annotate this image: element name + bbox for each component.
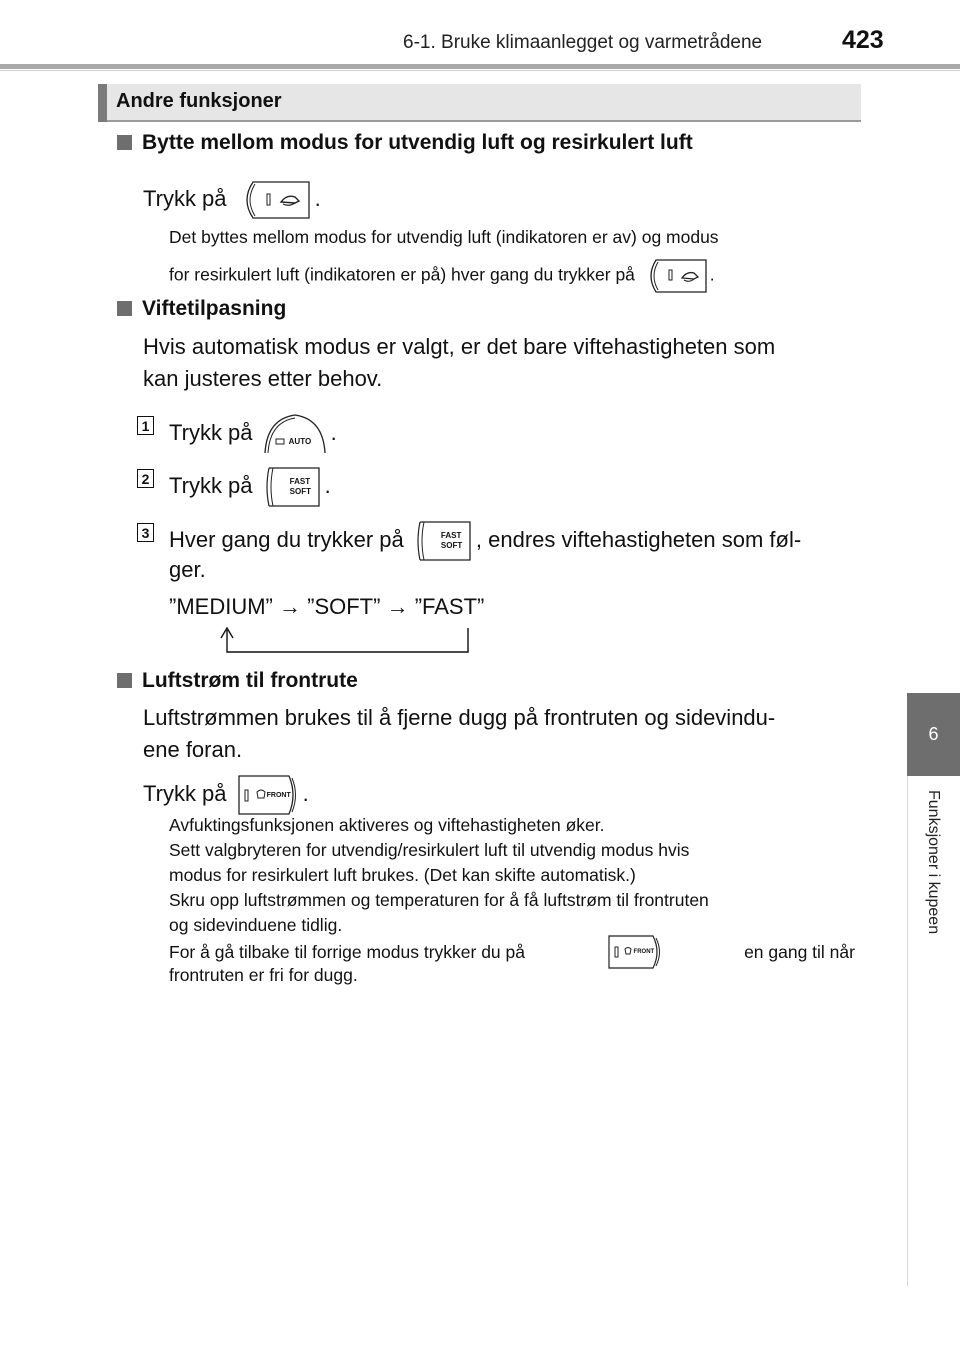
- recirc-press-line: [143, 180, 321, 220]
- windshield-note-7: frontruten er fri for dugg.: [169, 965, 358, 985]
- cycle-soft: ”SOFT”: [307, 594, 381, 619]
- section-band-marker: [98, 84, 107, 122]
- windshield-heading-text: Luftstrøm til frontrute: [142, 669, 358, 692]
- step-3-prefix: Hver gang du trykker på: [169, 526, 404, 552]
- recirc-note-line2: [169, 258, 715, 294]
- bullet-square: [117, 135, 132, 150]
- recirc-heading: [117, 131, 693, 155]
- header-rule: [0, 64, 960, 69]
- cycle-arrow: →: [279, 594, 301, 619]
- bullet-square: [117, 301, 132, 316]
- fast-soft-button-icon: [263, 466, 321, 508]
- bullet-square: [117, 673, 132, 688]
- soft-label: SOFT: [289, 487, 311, 496]
- step-number: 1: [137, 416, 154, 435]
- step-1-suffix: .: [330, 419, 337, 445]
- cycle-fast: ”FAST”: [414, 594, 485, 619]
- page-number: 423: [842, 26, 884, 54]
- cycle-medium: ”MEDIUM”: [169, 594, 273, 619]
- front-label: FRONT: [266, 792, 291, 799]
- windshield-note-3: modus for resirkulert luft brukes. (Det kan skifte automatisk.): [169, 865, 636, 885]
- step-2-suffix: .: [324, 472, 331, 498]
- step-2-prefix: Trykk på: [169, 472, 253, 498]
- windshield-note-6-prefix: For å gå tilbake til forrige modus trykker du på: [169, 941, 525, 962]
- fan-speed-cycle: [169, 594, 484, 620]
- fast-soft-button-icon: [414, 520, 472, 562]
- step-2-line: [169, 466, 331, 508]
- fan-heading-text: Viftetilpasning: [142, 297, 287, 320]
- auto-label: AUTO: [288, 437, 312, 446]
- auto-button-icon: [263, 413, 327, 455]
- recirc-heading-text: Bytte mellom modus for utvendig luft og resirkulert luft: [142, 131, 693, 154]
- step-3-suffix: , endres viftehastigheten som føl-: [475, 526, 802, 552]
- windshield-heading: [117, 669, 358, 693]
- recirc-note-line1: Det byttes mellom modus for utvendig luft (indikatoren er av) og modus: [169, 227, 719, 247]
- windshield-press-suffix: .: [302, 780, 309, 806]
- windshield-press-prefix: Trykk på: [143, 780, 227, 806]
- step-number: 3: [137, 523, 154, 542]
- windshield-note-4: Skru opp luftstrømmen og temperaturen for å få luftstrøm til frontruten: [169, 890, 709, 910]
- windshield-intro-line2: ene foran.: [143, 737, 243, 762]
- step-3-line: [169, 520, 801, 562]
- recirc-press-suffix: .: [314, 185, 321, 211]
- step-1-line: [169, 413, 337, 455]
- front-defrost-button-icon: [607, 934, 663, 970]
- section-title: Andre funksjoner: [116, 90, 282, 112]
- windshield-note-2: Sett valgbryteren for utvendig/resirkulert luft til utvendig modus hvis: [169, 840, 690, 860]
- cycle-arrow: →: [386, 594, 409, 619]
- cycle-return-arrow-icon: [215, 626, 475, 656]
- fast-label: FAST: [440, 531, 462, 540]
- recirculation-button-icon: [239, 180, 311, 220]
- fast-label: FAST: [289, 477, 311, 486]
- running-header: 6-1. Bruke klimaanlegget og varmetrådene: [403, 32, 763, 53]
- recirc-note-line2-suffix: .: [709, 264, 715, 285]
- windshield-intro-line1: Luftstrømmen brukes til å fjerne dugg på frontruten og sidevindu-: [143, 705, 776, 730]
- windshield-press-line: [143, 774, 309, 816]
- front-label: FRONT: [633, 949, 655, 955]
- header-rule-thin: [0, 70, 960, 71]
- fan-heading: [117, 297, 286, 321]
- windshield-note-1: Avfuktingsfunksjonen aktiveres og viftehastigheten øker.: [169, 815, 605, 835]
- chapter-tab: [907, 693, 960, 776]
- recirc-press-prefix: Trykk på: [143, 185, 227, 211]
- windshield-note-5: og sidevinduene tidlig.: [169, 915, 343, 935]
- recirculation-button-icon: [644, 258, 708, 294]
- chapter-number: 6: [928, 724, 939, 744]
- step-1-prefix: Trykk på: [169, 419, 253, 445]
- soft-label: SOFT: [440, 541, 463, 550]
- fan-intro-line1: Hvis automatisk modus er valgt, er det bare viftehastigheten som: [143, 334, 776, 359]
- fan-intro-line2: kan justeres etter behov.: [143, 366, 383, 391]
- front-defrost-button-icon: [237, 774, 299, 816]
- step-number: 2: [137, 469, 154, 488]
- recirc-note-line2-text: for resirkulert luft (indikatoren er på) hver gang du trykker på: [169, 264, 635, 285]
- windshield-note-6-suffix: en gang til når: [744, 941, 855, 962]
- step-3-continuation: ger.: [169, 557, 206, 582]
- chapter-tab-label: Funksjoner i kupeen: [925, 790, 942, 935]
